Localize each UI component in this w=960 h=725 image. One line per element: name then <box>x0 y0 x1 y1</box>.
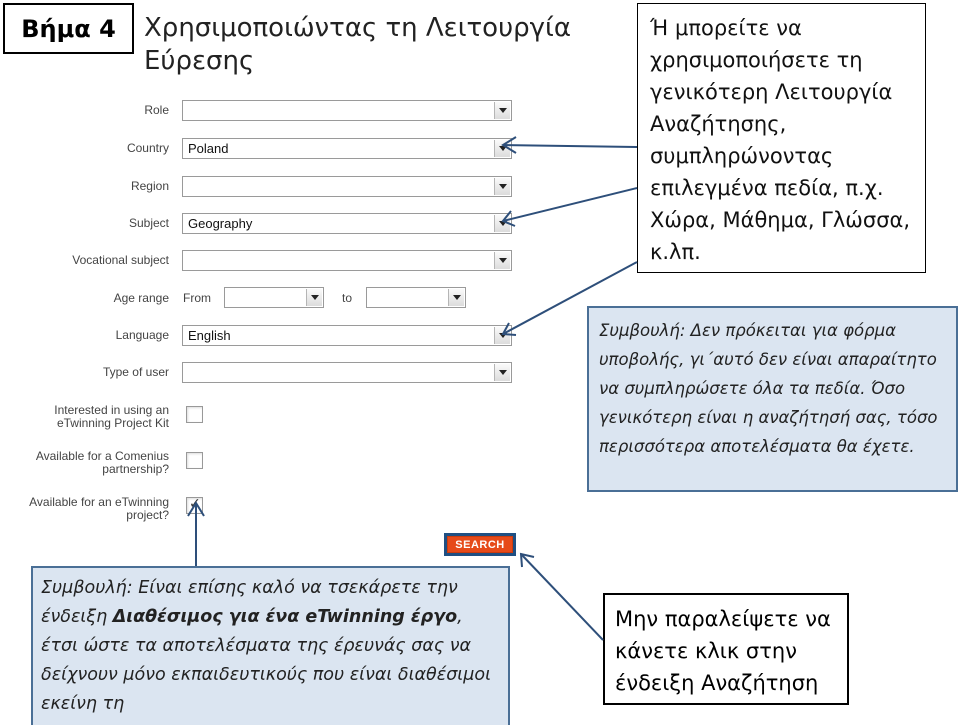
chevron-down-icon[interactable] <box>494 364 510 381</box>
chevron-down-icon[interactable] <box>306 289 322 306</box>
user-type-label: Type of user <box>102 365 169 379</box>
vocational-subject-label: Vocational subject <box>72 253 169 267</box>
subject-select[interactable] <box>182 213 512 234</box>
region-label: Region <box>130 179 169 193</box>
role-select[interactable] <box>182 100 512 121</box>
country-select[interactable] <box>182 138 512 159</box>
comenius-checkbox[interactable] <box>186 452 203 469</box>
etwinning-available-label: Available for an eTwinning project? <box>29 495 169 522</box>
tip-text-bold: Διαθέσιμος για ένα eTwinning έργο <box>112 607 458 627</box>
chevron-down-icon[interactable] <box>494 140 510 157</box>
age-from-label: From <box>183 291 211 305</box>
chevron-down-icon[interactable] <box>494 178 510 195</box>
age-range-label: Age range <box>113 291 169 305</box>
chevron-down-icon[interactable] <box>494 102 510 119</box>
chevron-down-icon[interactable] <box>494 215 510 232</box>
tip-text-prefix: Συμβουλή: Είναι επίσης καλό να τσεκάρετε την ένδειξη <box>41 578 458 627</box>
language-select[interactable] <box>182 325 512 346</box>
chevron-down-icon[interactable] <box>494 327 510 344</box>
country-label: Country <box>126 141 169 155</box>
etwinning-available-checkbox[interactable] <box>186 497 203 514</box>
comenius-label: Available for a Comenius partnership? <box>35 449 169 476</box>
vocational-subject-select[interactable] <box>182 250 512 271</box>
step-badge: Βήμα 4 <box>3 3 134 54</box>
project-kit-label: Interested in using an eTwinning Project Kit <box>54 403 169 430</box>
language-select-value: English <box>188 328 231 343</box>
country-select-value: Poland <box>188 141 229 156</box>
page-title: Χρησιμοποιώντας τη Λειτουργία Εύρεσης <box>144 13 571 76</box>
role-label: Role <box>144 103 169 117</box>
age-from-select[interactable] <box>224 287 324 308</box>
click-search-note: Μην παραλείψετε να κάνετε κλικ στην ένδειξη Αναζήτηση <box>603 593 849 705</box>
general-search-callout: Ή μπορείτε να χρησιμοποιήσετε τη γενικότερη Λειτουργία Αναζήτησης, συμπληρώνοντας επιλεγμένα πεδία, π.χ. Χώρα, Μάθημα, Γλώσσα, κ.λπ. <box>637 3 926 273</box>
tip-text-suffix: , έτσι ώστε τα αποτελέσματα της έρευνάς σας να δείχνουν μόνο εκπαιδευτικούς που είναι διαθέσιμοι εκείνη τη <box>41 607 491 714</box>
project-kit-checkbox[interactable] <box>186 406 203 423</box>
age-to-select[interactable] <box>366 287 466 308</box>
language-label: Language <box>115 328 169 342</box>
arrow-to-subject <box>503 188 637 221</box>
user-type-select[interactable] <box>182 362 512 383</box>
tip-etwinning-availability <box>31 566 510 725</box>
region-select[interactable] <box>182 176 512 197</box>
chevron-down-icon[interactable] <box>494 252 510 269</box>
arrow-to-search-button-head <box>521 554 534 567</box>
arrow-to-search-button <box>521 554 603 640</box>
subject-select-value: Geography <box>188 216 253 231</box>
tip-not-submission-form: Συμβουλή: Δεν πρόκειται για φόρμα υποβολής, γι΄αυτό δεν είναι απαραίτητο να συμπληρώσετε όλα τα πεδία. Όσο γενικότερη είναι η αναζήτησή σας, τόσο περισσότερα αποτελέσματα θα έχετε. <box>587 306 958 492</box>
subject-label: Subject <box>128 216 169 230</box>
search-button[interactable]: SEARCH <box>447 536 513 553</box>
arrow-to-country <box>503 145 637 147</box>
chevron-down-icon[interactable] <box>448 289 464 306</box>
age-to-label: to <box>342 291 353 305</box>
